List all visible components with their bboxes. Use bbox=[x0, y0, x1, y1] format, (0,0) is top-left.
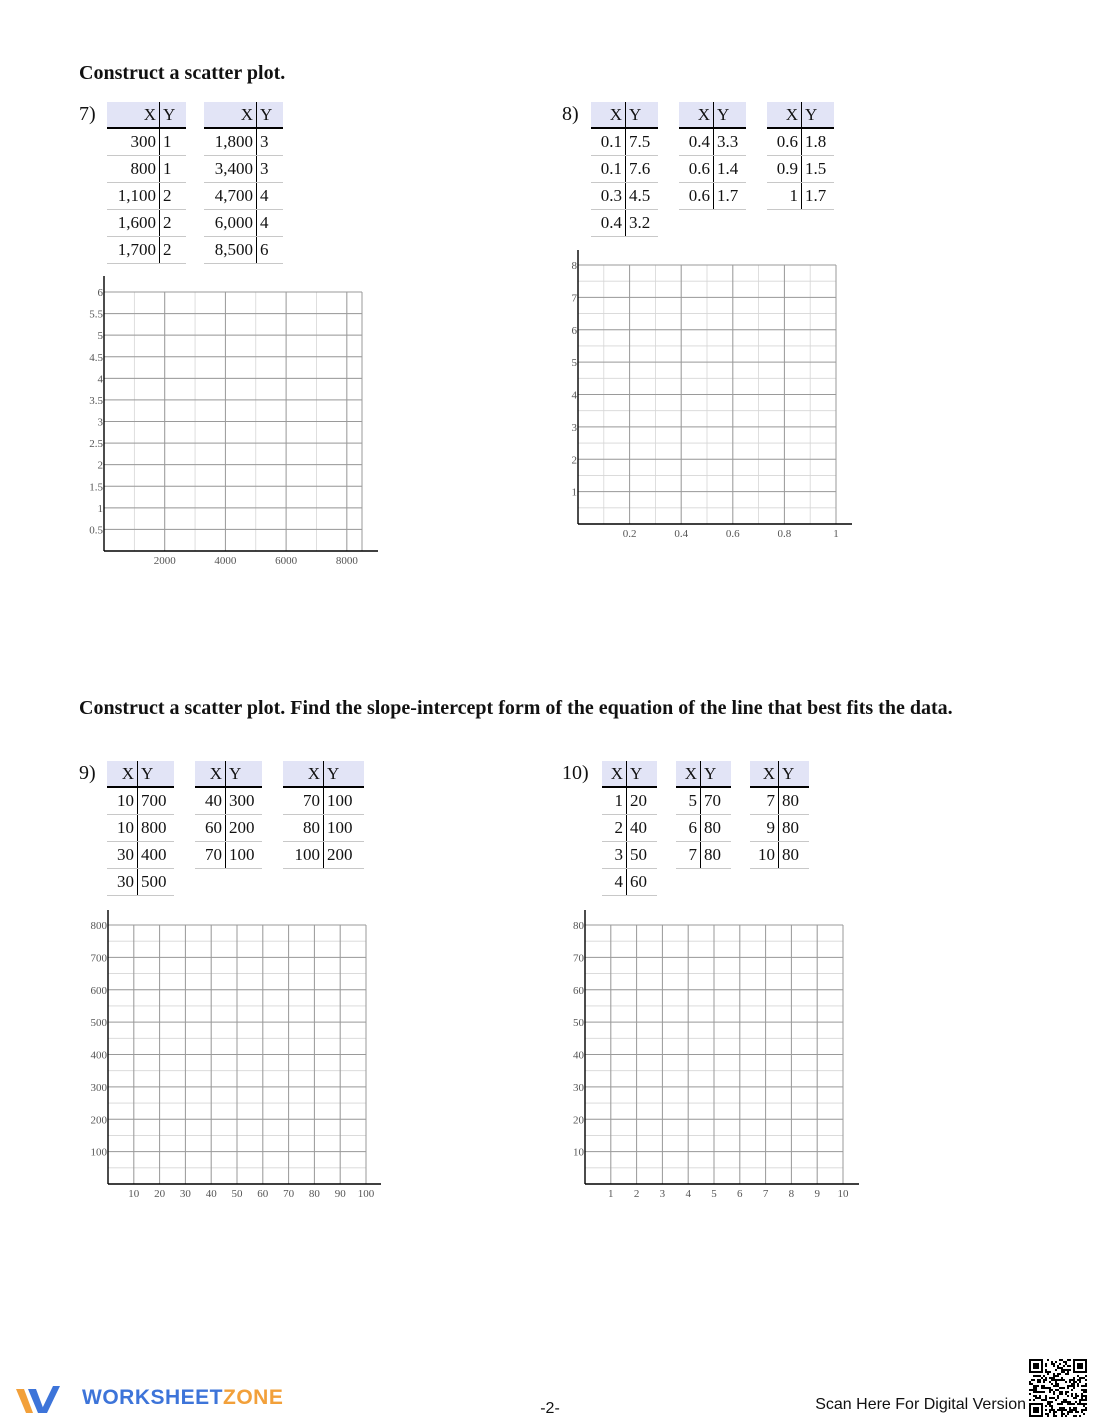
table-header-row bbox=[679, 102, 746, 128]
xy-table bbox=[676, 761, 731, 869]
table-row bbox=[679, 183, 746, 210]
y-value: 80 bbox=[779, 842, 810, 869]
y-tick-label: 4.5 bbox=[89, 351, 103, 364]
x-value: 60 bbox=[195, 815, 226, 842]
x-tick-label: 10 bbox=[128, 1188, 140, 1200]
y-tick-label: 600 bbox=[90, 984, 107, 997]
table-header-row bbox=[750, 761, 809, 787]
table-header-row bbox=[591, 102, 658, 128]
table-row bbox=[767, 156, 834, 183]
table-row bbox=[283, 787, 364, 815]
table-row bbox=[107, 210, 186, 237]
y-column-header: Y bbox=[626, 102, 659, 128]
table-row bbox=[195, 815, 262, 842]
table-row bbox=[602, 787, 657, 815]
y-value: 4 bbox=[257, 210, 284, 237]
table-row bbox=[591, 210, 658, 237]
y-tick-label: 1 bbox=[97, 502, 103, 515]
y-value: 2 bbox=[160, 183, 187, 210]
problem-8-number: 8) bbox=[562, 103, 579, 125]
y-value: 4.5 bbox=[626, 183, 659, 210]
section-2-instruction: Construct a scatter plot. Find the slope-intercept form of the equation of the line that best fits the data. bbox=[79, 697, 953, 719]
y-tick-label: 700 bbox=[90, 952, 107, 965]
x-value: 10 bbox=[107, 815, 138, 842]
scatter-plot-7[interactable] bbox=[80, 274, 400, 574]
x-column-header: X bbox=[107, 761, 138, 787]
table-row bbox=[591, 156, 658, 183]
table-row bbox=[591, 183, 658, 210]
y-tick-label: 2 bbox=[571, 454, 577, 467]
y-tick-label: 100 bbox=[90, 1146, 107, 1159]
xy-table bbox=[283, 761, 364, 869]
problem-9-number: 9) bbox=[79, 762, 96, 784]
section-1-instruction: Construct a scatter plot. bbox=[79, 62, 286, 84]
y-value: 2 bbox=[160, 210, 187, 237]
y-tick-label: 800 bbox=[90, 920, 107, 932]
scatter-plot-10[interactable] bbox=[562, 908, 882, 1208]
table-header-row bbox=[676, 761, 731, 787]
x-column-header: X bbox=[107, 102, 160, 128]
y-tick-label: 5 bbox=[571, 357, 577, 370]
x-value: 10 bbox=[107, 787, 138, 815]
y-value: 80 bbox=[779, 787, 810, 815]
x-value: 1,600 bbox=[107, 210, 160, 237]
y-tick-label: 5.5 bbox=[89, 308, 103, 321]
x-tick-label: 70 bbox=[283, 1188, 295, 1200]
scatter-plot-9[interactable] bbox=[80, 908, 400, 1208]
table-row bbox=[767, 128, 834, 156]
x-column-header: X bbox=[602, 761, 627, 787]
x-value: 7 bbox=[750, 787, 779, 815]
y-tick-label: 1 bbox=[571, 486, 577, 499]
x-value: 800 bbox=[107, 156, 160, 183]
x-tick-label: 8000 bbox=[335, 555, 358, 567]
y-tick-label: 2 bbox=[97, 459, 103, 472]
table-row bbox=[750, 815, 809, 842]
x-value: 70 bbox=[195, 842, 226, 869]
x-tick-label: 60 bbox=[257, 1188, 269, 1200]
x-value: 1,800 bbox=[204, 128, 257, 156]
x-value: 1,700 bbox=[107, 237, 160, 264]
y-tick-label: 20 bbox=[573, 1114, 584, 1127]
x-value: 0.1 bbox=[591, 156, 626, 183]
y-tick-label: 500 bbox=[90, 1017, 107, 1030]
table-row bbox=[676, 815, 731, 842]
x-tick-label: 0.2 bbox=[622, 528, 637, 540]
y-value: 7.5 bbox=[626, 128, 659, 156]
x-value: 40 bbox=[195, 787, 226, 815]
x-tick-label: 80 bbox=[308, 1188, 320, 1200]
table-row bbox=[602, 815, 657, 842]
y-value: 1 bbox=[160, 128, 187, 156]
y-tick-label: 4 bbox=[571, 389, 577, 402]
xy-table bbox=[602, 761, 657, 896]
y-value: 200 bbox=[226, 815, 263, 842]
y-tick-label: 3 bbox=[97, 416, 103, 429]
x-tick-label: 0.6 bbox=[725, 528, 740, 540]
x-tick-label: 100 bbox=[357, 1188, 375, 1200]
x-column-header: X bbox=[591, 102, 626, 128]
xy-table bbox=[750, 761, 809, 869]
y-value: 1 bbox=[160, 156, 187, 183]
y-value: 80 bbox=[779, 815, 810, 842]
y-tick-label: 60 bbox=[573, 984, 584, 997]
y-tick-label: 3.5 bbox=[89, 394, 103, 407]
y-value: 700 bbox=[138, 787, 175, 815]
x-value: 0.6 bbox=[767, 128, 802, 156]
table-header-row bbox=[283, 761, 364, 787]
brand-zone: ZONE bbox=[223, 1386, 284, 1409]
x-tick-label: 8 bbox=[788, 1188, 795, 1200]
x-value: 1 bbox=[767, 183, 802, 210]
x-value: 4 bbox=[602, 869, 627, 896]
y-value: 1.7 bbox=[802, 183, 835, 210]
xy-table bbox=[195, 761, 262, 869]
table-row bbox=[195, 787, 262, 815]
y-value: 1.4 bbox=[714, 156, 747, 183]
y-value: 80 bbox=[701, 815, 732, 842]
scatter-plot-8[interactable] bbox=[556, 248, 876, 548]
y-value: 100 bbox=[324, 815, 365, 842]
y-tick-label: 300 bbox=[90, 1081, 107, 1094]
y-value: 2 bbox=[160, 237, 187, 264]
table-row bbox=[283, 815, 364, 842]
y-value: 6 bbox=[257, 237, 284, 264]
brand-worksheet: WORKSHEET bbox=[82, 1386, 223, 1409]
x-tick-label: 1 bbox=[833, 528, 839, 540]
y-column-header: Y bbox=[257, 102, 284, 128]
x-value: 100 bbox=[283, 842, 324, 869]
table-row bbox=[107, 787, 174, 815]
y-tick-label: 50 bbox=[573, 1017, 584, 1030]
y-column-header: Y bbox=[226, 761, 263, 787]
x-tick-label: 4 bbox=[685, 1188, 691, 1200]
x-tick-label: 30 bbox=[179, 1188, 191, 1200]
xy-table bbox=[679, 102, 746, 210]
y-column-header: Y bbox=[779, 761, 810, 787]
x-value: 3,400 bbox=[204, 156, 257, 183]
table-row bbox=[679, 156, 746, 183]
x-tick-label: 3 bbox=[659, 1188, 666, 1200]
y-tick-label: 4 bbox=[97, 373, 103, 386]
xy-table bbox=[107, 102, 186, 264]
y-tick-label: 5 bbox=[97, 330, 103, 343]
x-tick-label: 2 bbox=[633, 1188, 640, 1200]
table-row bbox=[107, 237, 186, 264]
y-value: 100 bbox=[226, 842, 263, 869]
x-value: 30 bbox=[107, 842, 138, 869]
x-column-header: X bbox=[195, 761, 226, 787]
x-value: 2 bbox=[602, 815, 627, 842]
y-value: 7.6 bbox=[626, 156, 659, 183]
table-row bbox=[602, 842, 657, 869]
x-tick-label: 9 bbox=[814, 1188, 820, 1200]
y-value: 400 bbox=[138, 842, 175, 869]
y-column-header: Y bbox=[324, 761, 365, 787]
y-column-header: Y bbox=[714, 102, 747, 128]
x-tick-label: 40 bbox=[205, 1188, 217, 1200]
y-tick-label: 200 bbox=[90, 1114, 107, 1127]
y-value: 300 bbox=[226, 787, 263, 815]
table-row bbox=[107, 842, 174, 869]
problem-7-number: 7) bbox=[79, 103, 96, 125]
table-header-row bbox=[767, 102, 834, 128]
y-tick-label: 40 bbox=[573, 1049, 584, 1062]
x-value: 1 bbox=[602, 787, 627, 815]
y-value: 500 bbox=[138, 869, 175, 896]
x-tick-label: 6000 bbox=[275, 555, 298, 567]
x-value: 6,000 bbox=[204, 210, 257, 237]
y-tick-label: 1.5 bbox=[89, 481, 103, 494]
y-value: 3.3 bbox=[714, 128, 747, 156]
xy-table bbox=[107, 761, 174, 896]
table-row bbox=[195, 842, 262, 869]
x-column-header: X bbox=[750, 761, 779, 787]
table-header-row bbox=[602, 761, 657, 787]
x-column-header: X bbox=[283, 761, 324, 787]
table-row bbox=[676, 842, 731, 869]
xy-table bbox=[204, 102, 283, 264]
y-column-header: Y bbox=[160, 102, 187, 128]
x-column-header: X bbox=[676, 761, 701, 787]
x-value: 300 bbox=[107, 128, 160, 156]
x-tick-label: 7 bbox=[762, 1188, 769, 1200]
x-value: 70 bbox=[283, 787, 324, 815]
y-tick-label: 2.5 bbox=[89, 438, 103, 451]
table-row bbox=[107, 869, 174, 896]
problem-10-number: 10) bbox=[562, 762, 589, 784]
table-row bbox=[679, 128, 746, 156]
x-value: 0.4 bbox=[591, 210, 626, 237]
qr-code-icon[interactable] bbox=[1029, 1359, 1087, 1417]
x-tick-label: 10 bbox=[837, 1188, 849, 1200]
x-value: 3 bbox=[602, 842, 627, 869]
y-tick-label: 10 bbox=[573, 1146, 584, 1159]
y-column-header: Y bbox=[701, 761, 732, 787]
x-value: 4,700 bbox=[204, 183, 257, 210]
y-column-header: Y bbox=[627, 761, 658, 787]
y-tick-label: 0.5 bbox=[89, 524, 103, 537]
table-row bbox=[107, 815, 174, 842]
x-value: 9 bbox=[750, 815, 779, 842]
y-value: 40 bbox=[627, 815, 658, 842]
y-value: 60 bbox=[627, 869, 658, 896]
y-value: 200 bbox=[324, 842, 365, 869]
y-tick-label: 7 bbox=[571, 292, 577, 305]
x-value: 6 bbox=[676, 815, 701, 842]
x-tick-label: 0.8 bbox=[777, 528, 792, 540]
y-tick-label: 6 bbox=[97, 287, 103, 299]
x-tick-label: 5 bbox=[711, 1188, 717, 1200]
table-row bbox=[283, 842, 364, 869]
x-value: 8,500 bbox=[204, 237, 257, 264]
y-value: 20 bbox=[627, 787, 658, 815]
y-value: 80 bbox=[701, 842, 732, 869]
y-value: 1.7 bbox=[714, 183, 747, 210]
y-value: 800 bbox=[138, 815, 175, 842]
x-tick-label: 20 bbox=[154, 1188, 166, 1200]
y-tick-label: 30 bbox=[573, 1081, 584, 1094]
table-row bbox=[107, 183, 186, 210]
x-tick-label: 4000 bbox=[214, 555, 237, 567]
x-value: 5 bbox=[676, 787, 701, 815]
y-tick-label: 8 bbox=[571, 260, 577, 272]
x-value: 0.9 bbox=[767, 156, 802, 183]
y-value: 1.5 bbox=[802, 156, 835, 183]
y-tick-label: 400 bbox=[90, 1049, 107, 1062]
y-value: 50 bbox=[627, 842, 658, 869]
x-column-header: X bbox=[767, 102, 802, 128]
table-header-row bbox=[107, 102, 186, 128]
table-row bbox=[591, 128, 658, 156]
x-column-header: X bbox=[204, 102, 257, 128]
x-value: 0.4 bbox=[679, 128, 714, 156]
table-header-row bbox=[204, 102, 283, 128]
x-tick-label: 0.4 bbox=[674, 528, 689, 540]
table-row bbox=[602, 869, 657, 896]
x-value: 7 bbox=[676, 842, 701, 869]
y-value: 1.8 bbox=[802, 128, 835, 156]
y-column-header: Y bbox=[802, 102, 835, 128]
y-value: 3 bbox=[257, 128, 284, 156]
y-tick-label: 6 bbox=[571, 324, 577, 337]
table-row bbox=[204, 210, 283, 237]
y-column-header: Y bbox=[138, 761, 175, 787]
y-value: 70 bbox=[701, 787, 732, 815]
page-number: -2- bbox=[540, 1400, 560, 1417]
table-row bbox=[767, 183, 834, 210]
table-row bbox=[204, 128, 283, 156]
table-row bbox=[204, 156, 283, 183]
x-tick-label: 6 bbox=[737, 1188, 743, 1200]
x-column-header: X bbox=[679, 102, 714, 128]
table-row bbox=[676, 787, 731, 815]
y-tick-label: 3 bbox=[571, 421, 577, 434]
x-value: 0.1 bbox=[591, 128, 626, 156]
x-value: 0.3 bbox=[591, 183, 626, 210]
x-value: 80 bbox=[283, 815, 324, 842]
y-value: 100 bbox=[324, 787, 365, 815]
scan-caption: Scan Here For Digital Version bbox=[815, 1396, 1026, 1413]
x-tick-label: 50 bbox=[231, 1188, 243, 1200]
y-value: 4 bbox=[257, 183, 284, 210]
y-tick-label: 80 bbox=[573, 920, 584, 932]
table-row bbox=[107, 156, 186, 183]
table-header-row bbox=[195, 761, 262, 787]
table-row bbox=[750, 842, 809, 869]
x-tick-label: 2000 bbox=[153, 555, 176, 567]
y-value: 3 bbox=[257, 156, 284, 183]
x-value: 0.6 bbox=[679, 156, 714, 183]
x-value: 1,100 bbox=[107, 183, 160, 210]
table-row bbox=[204, 183, 283, 210]
y-tick-label: 70 bbox=[573, 952, 584, 965]
table-header-row bbox=[107, 761, 174, 787]
table-row bbox=[750, 787, 809, 815]
x-value: 10 bbox=[750, 842, 779, 869]
x-value: 30 bbox=[107, 869, 138, 896]
xy-table bbox=[591, 102, 658, 237]
y-value: 3.2 bbox=[626, 210, 659, 237]
xy-table bbox=[767, 102, 834, 210]
table-row bbox=[204, 237, 283, 264]
x-tick-label: 1 bbox=[608, 1188, 614, 1200]
x-tick-label: 90 bbox=[334, 1188, 346, 1200]
table-row bbox=[107, 128, 186, 156]
x-value: 0.6 bbox=[679, 183, 714, 210]
